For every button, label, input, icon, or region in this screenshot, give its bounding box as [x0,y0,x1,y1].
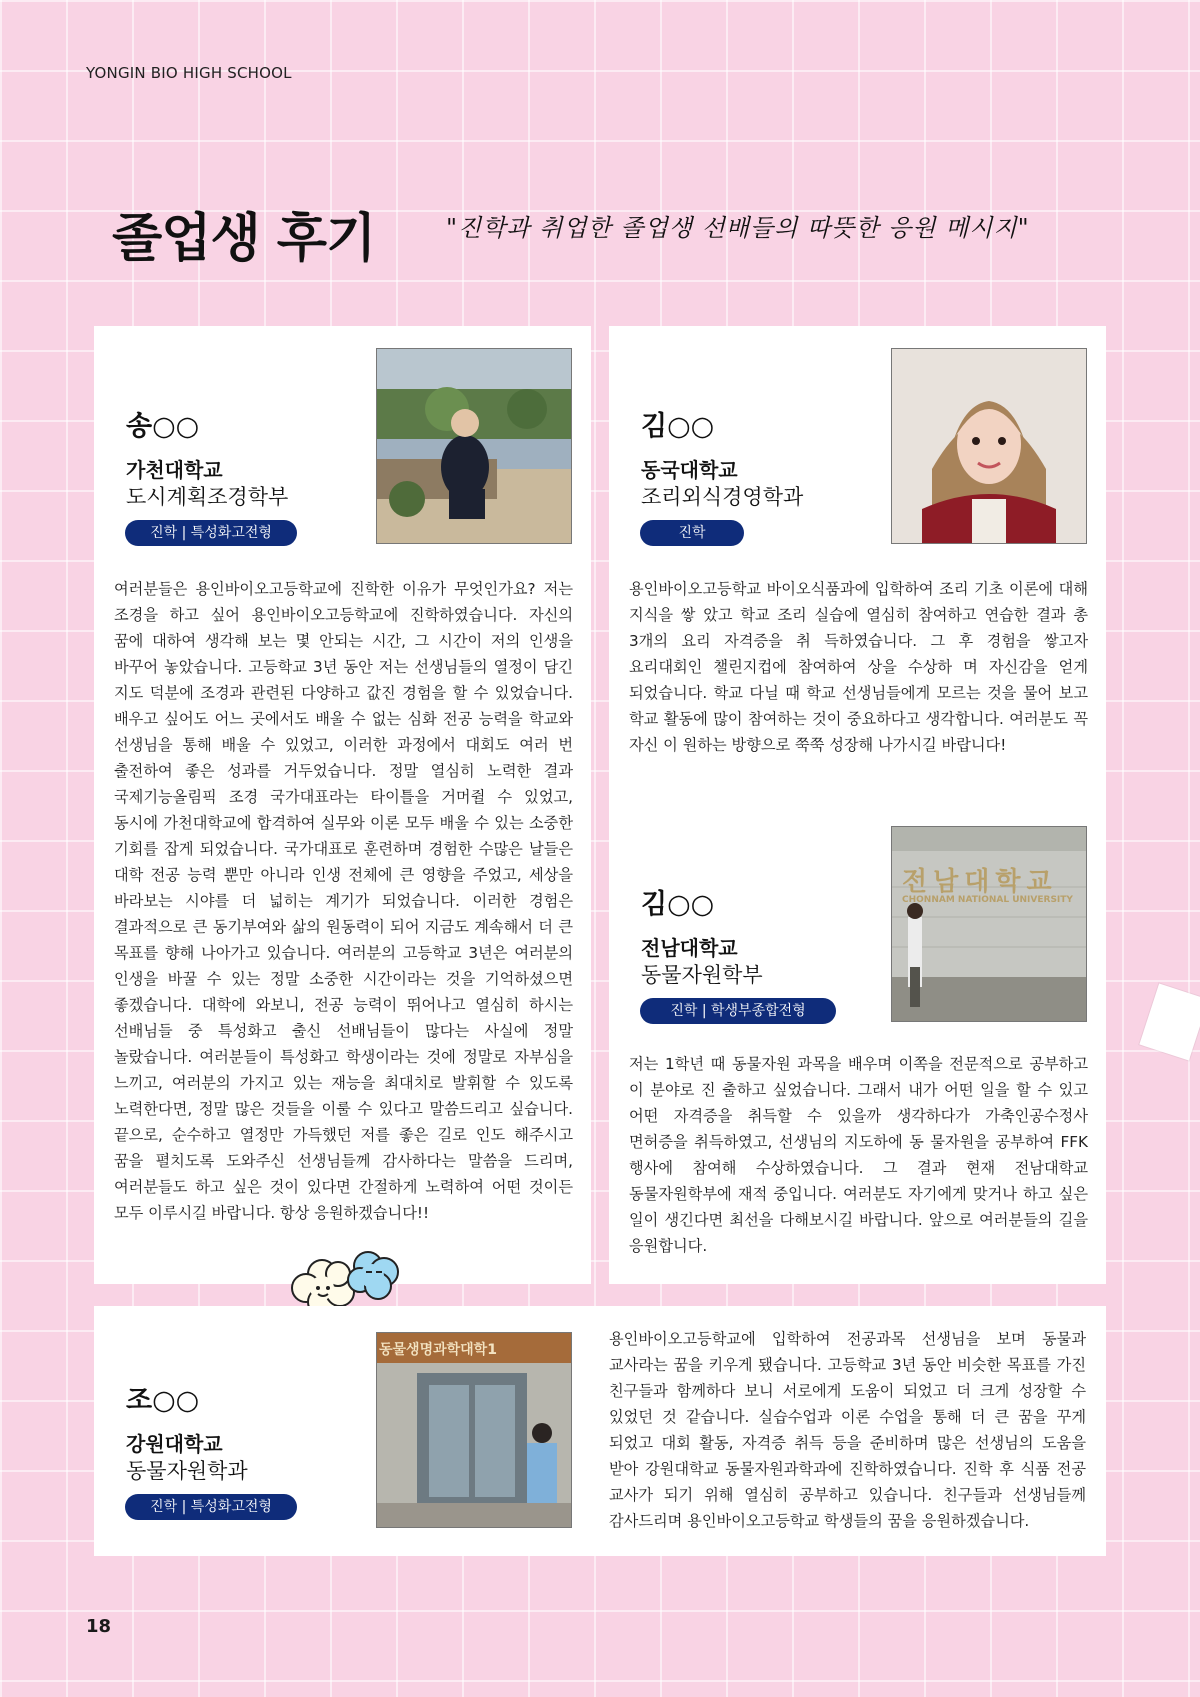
testimonial-text: 여러분들은 용인바이오고등학교에 진학한 이유가 무엇인가요? 저는 조경을 하고 싶어 용인바이오고등학교에 진학하였습니다. 자신의 꿈에 대하여 생각해 보는 몇 안되는 시간, 그 시간이 저의 인생을 바꾸어 놓았습니다. 고등학교 3년 동안 저는 선생님들의 열정이 담긴 지도 덕분에 조경과 관련된 다양하고 값진 경험을 할 수 있었습니다. 배우고 싶어도 어느 곳에서도 배울 수 없는 심화 전공 능력을 학교와 선생님을 통해 배울 수 있었고, 이러한 과정에서 대회도 여러 번 출전하여 좋은 성과를 거두었습니다. 정말 열심히 노력한 결과 국제기능올림픽 조경 국가대표라는 타이틀을 거머쥘 수 있었고, 동시에 가천대학교에 합격하여 실무와 이론 모두 배울 수 있는 소중한 기회를 잡게 되었습니다. 국가대표로 훈련하며 경험한 수많은 날들은 대학 전공 능력 뿐만 아니라 인생 전체에 큰 영향을 주었고, 세상을 바라보는 시야를 더 넓히는 계기가 되었습니다. 이러한 경험은 결과적으로 큰 동기부여와 삶의 원동력이 되어 지금도 계속해서 더 큰 목표를 향해 나아가고 있습니다. 여러분의 고등학교 3년은 여러분의 인생을 바꿀 수 있는 정말 소중한 시간이라는 것을 기억하셨으면 좋겠습니다. 대학에 와보니, 전공 능력이 뛰어나고 열심히 하시는 선배님들 중 특성화고 출신 선배님들이 많다는 사실에 정말 놀랐습니다. 여러분들이 특성화고 학생이라는 것에 정말로 자부심을 느끼고, 여러분의 가지고 있는 재능을 최대치로 발휘할 수 있도록 노력한다면, 정말 많은 것들을 이룰 수 있다고 말씀드리고 싶습니다. 끝으로, 순수하고 열정만 가득했던 저를 좋은 길로 인도 해주시고 꿈을 펼치도록 도와주신 선생님들께 감사하다는 말씀을 드리며, 여러분들도 하고 싶은 것이 있다면 간절하게 노력하여 어떤 것이든 모두 이루시길 바랍니다. 항상 응원하겠습니다!! [114,580,573,1222]
testimonial-card-1 [94,326,591,1284]
university-name: 강원대학교 [126,1432,223,1456]
testimonial-text: 용인바이오고등학교에 입학하여 전공과목 선생님을 보며 동물과 교사라는 꿈을 키우게 됐습니다. 고등학교 3년 동안 비슷한 목표를 가진 친구들과 함께하다 보니 서로에게 도움이 되었고 더 크게 성장할 수 있었던 것 같습니다. 실습수업과 이론 수업을 통해 더 큰 꿈을 꾸게 되었고 대회 활동, 자격증 취득 등을 준비하며 많은 선생님의 도움을 받아 강원대학교 동물자원과학과에 진학하였습니다. 진학 후 식품 전공 교사가 되기 위해 열심히 공부하고 있습니다. 친구들과 선생님들께 감사드리며 용인바이오고등학교 학생들의 꿈을 응원하겠습니다. [609,1330,1086,1530]
university-name: 동국대학교 [641,458,738,482]
student-name: 김○○ [641,411,715,442]
admission-badge: 진학 | 특성화고전형 [125,1494,297,1520]
department-name: 동물자원학과 [126,1459,248,1483]
paper-sticker-decoration [1139,984,1200,1061]
photo-sign-text: 전남대학교 [902,867,1058,897]
student-photo [891,348,1087,544]
photo-sign-text: 동물생명과학대학1 [379,1342,497,1358]
student-name-2: 김○○ [641,889,715,920]
department-name: 조리외식경영학과 [641,485,804,509]
page-title: 졸업생 후기 [112,209,376,269]
testimonial-text: 용인바이오고등학교 바이오식품과에 입학하여 조리 기초 이론에 대해 지식을 쌓 았고 학교 조리 실습에 열심히 참여하고 연습한 결과 총 3개의 요리 자격증을 취 득하였습니다. 그 후 경험을 쌓고자 요리대회인 챌린지컵에 참여하여 상을 수상하 며 자신감을 얻게 되었습니다. 학교 다닐 때 학교 선생님들에게 모르는 것을 물어 보고 학교 활동에 많이 참여하는 것이 중요하다고 생각합니다. 여러분도 꼭 자신 이 원하는 방향으로 쭉쭉 성장해 나가시길 바랍니다! [629,580,1088,754]
student-name: 조○○ [126,1385,200,1416]
student-name: 송○○ [126,411,200,442]
page-number: 18 [86,1616,112,1637]
department-name-2: 동물자원학부 [641,963,763,987]
testimonial-card-2 [609,326,1106,1284]
admission-badge: 진학 | 특성화고전형 [125,520,297,546]
testimonial-card-4 [94,1306,1106,1556]
page-subtitle: "진학과 취업한 졸업생 선배들의 따뜻한 응원 메시지" [446,214,1030,242]
admission-badge: 진학 [640,520,744,546]
student-photo [376,1332,572,1528]
testimonial-text-2: 저는 1학년 때 동물자원 과목을 배우며 이쪽을 전문적으로 공부하고 이 분야로 진 출하고 싶었습니다. 그래서 내가 어떤 일을 할 수 있고 어떤 자격증을 취득할 수 있을까 생각하다가 가축인공수정사 면허증을 취득하였고, 선생님의 지도하에 동 물자원을 공부하여 FFK 행사에 참여해 수상하였습니다. 그 결과 현재 전남대학교 동물자원학부에 재적 중입니다. 여러분도 자기에게 맞거나 하고 싶은 일이 생긴다면 최선을 다해보시길 바랍니다. 앞으로 여러분들의 길을 응원합니다. [629,1055,1088,1255]
student-photo [376,348,572,544]
photo-sign-english: CHONNAM NATIONAL UNIVERSITY [902,895,1073,905]
admission-badge-2: 진학 | 학생부종합전형 [640,998,836,1024]
school-name: YONGIN BIO HIGH SCHOOL [86,64,292,82]
university-name-2: 전남대학교 [641,936,738,960]
university-name: 가천대학교 [126,458,223,482]
department-name: 도시계획조경학부 [126,485,289,509]
student-photo-2 [891,826,1087,1022]
